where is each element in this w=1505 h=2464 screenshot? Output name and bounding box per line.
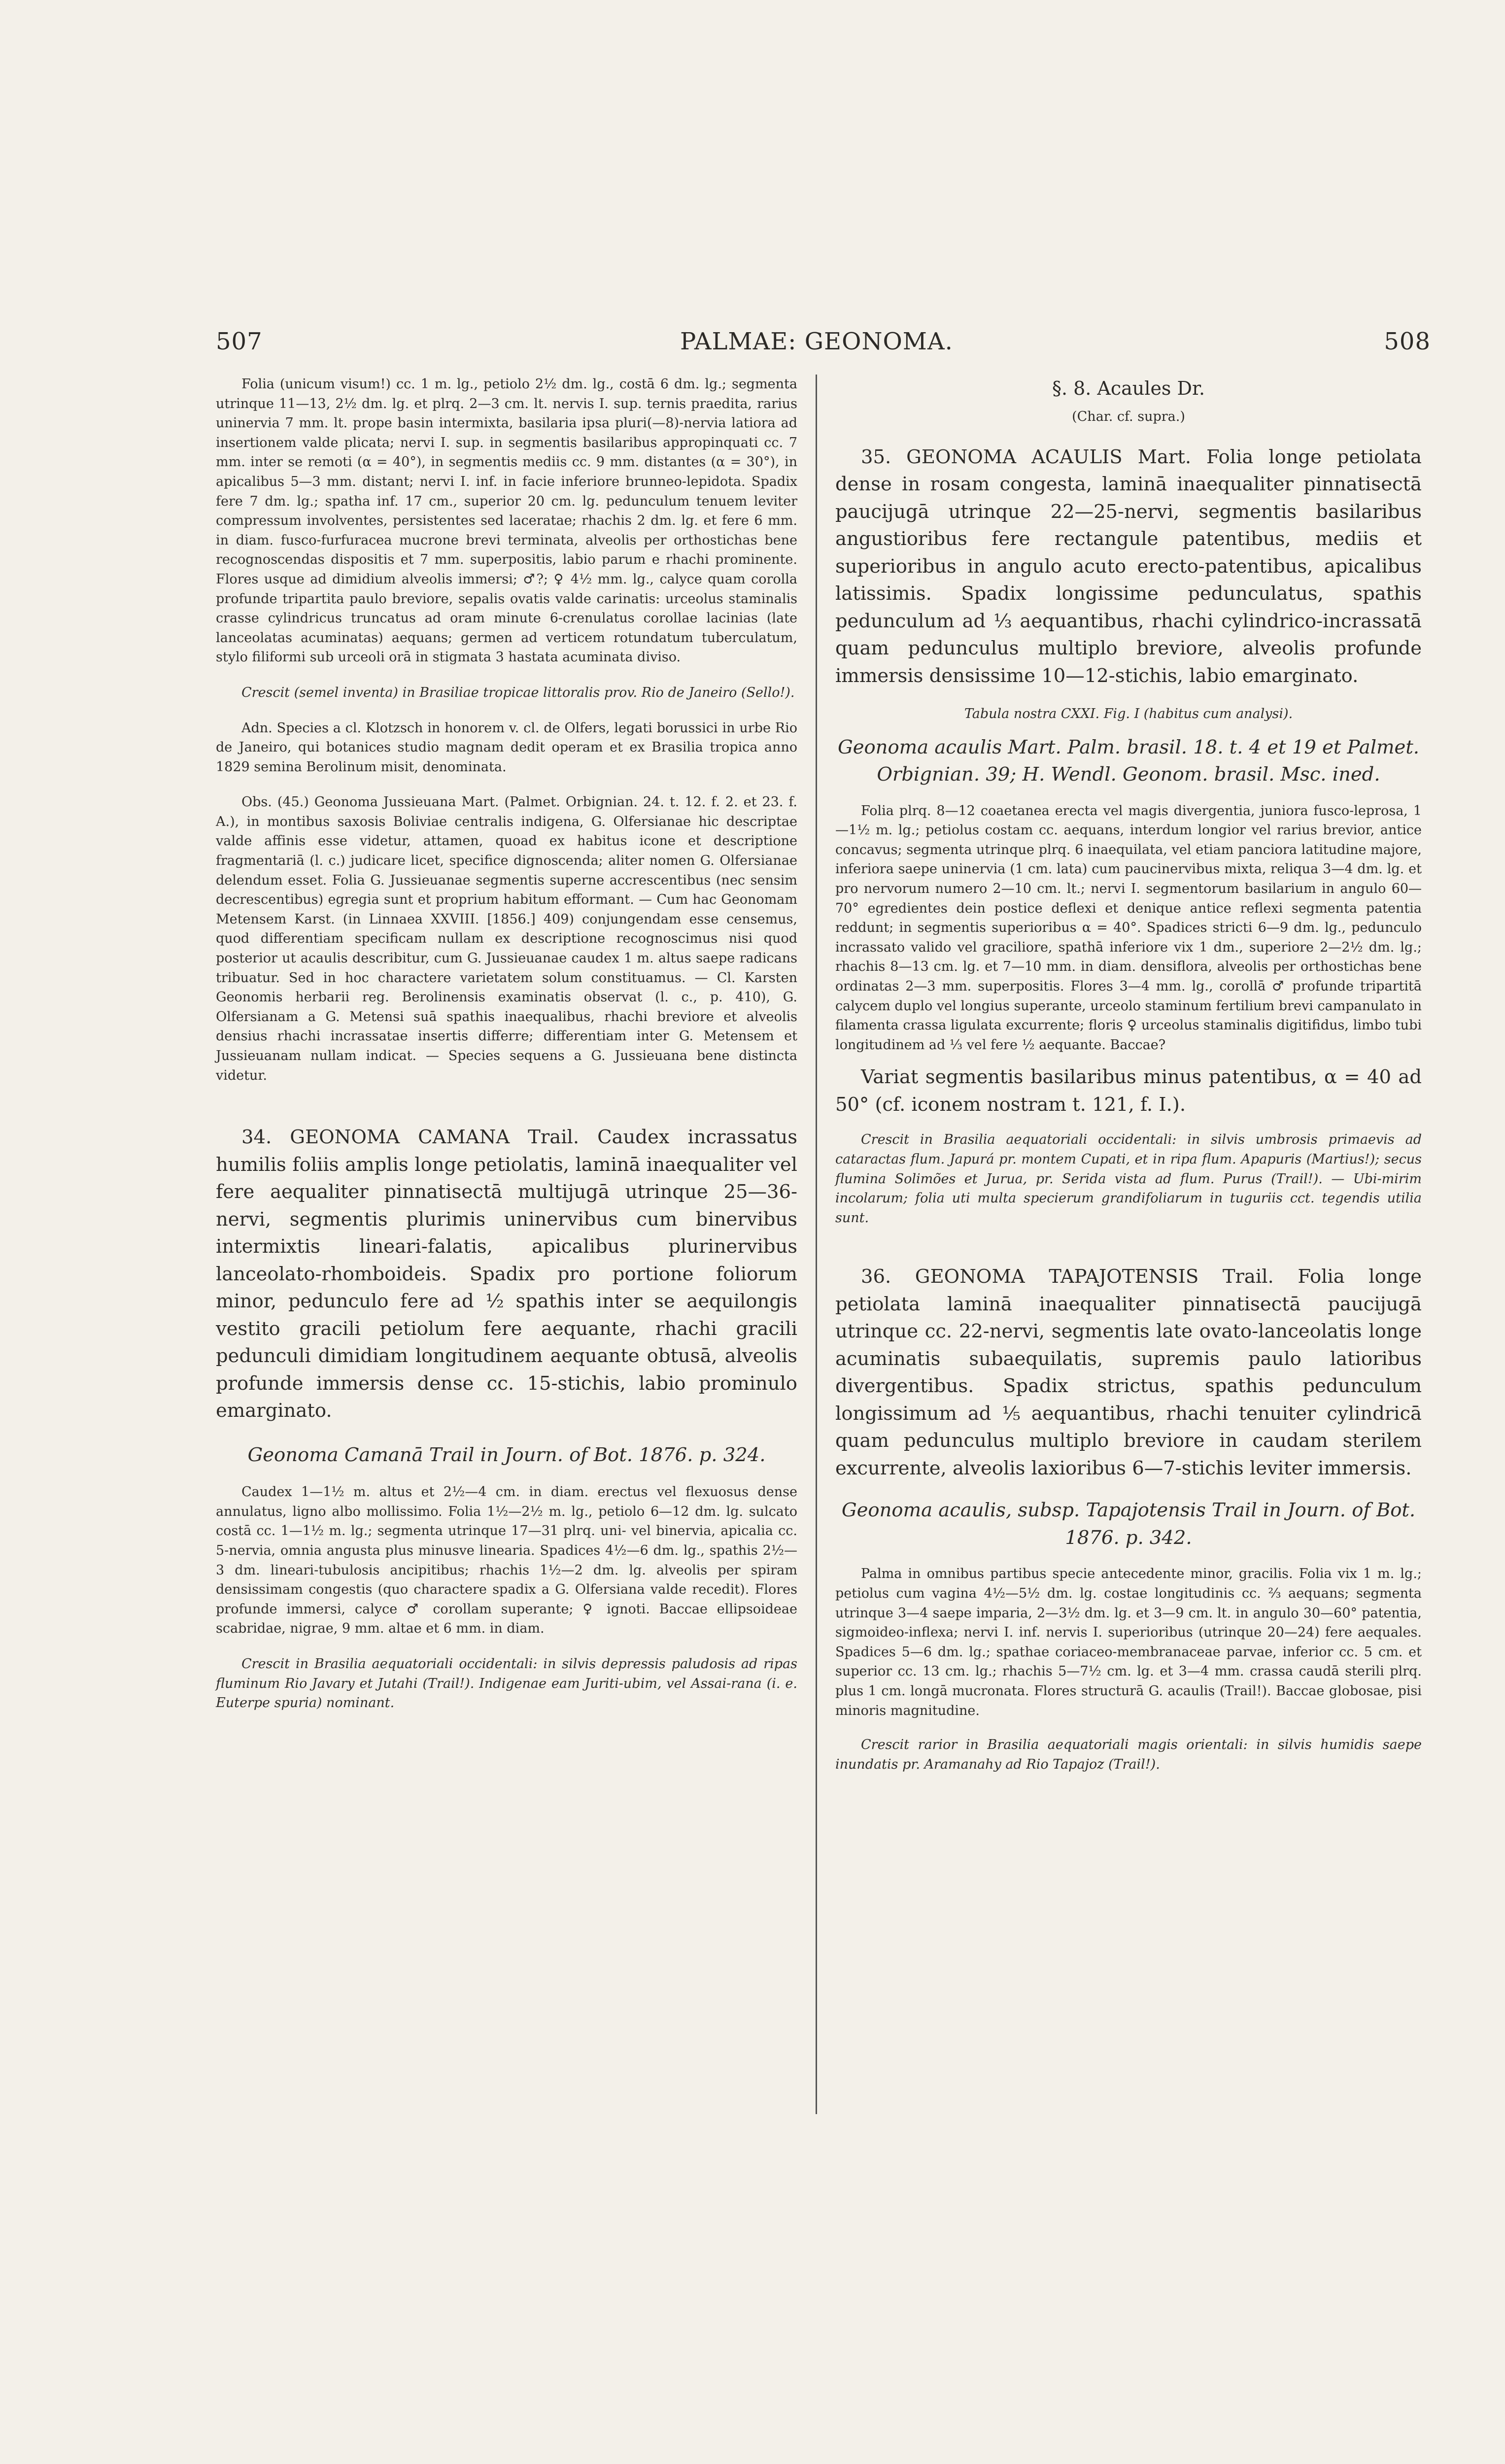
running-title: PALMAE: GEONOMA.	[680, 328, 953, 355]
folia-acaulis: Folia plrq. 8—12 coaetanea erecta vel magis divergentia, juniora fusco-leprosa, 1—1½ m. lg.; petiolus costam cc. aequans, interdum longior vel rarius brevior, antice concavus; segmenta utrinque plrq. 6 inaequilata, vel etiam panciora latitudine majore, inferiora saepe uninervia (1 cm. lata) cum paucinervibus mixta, reliqua 3—4 dm. lg. et pro nervorum numero 2—10 cm. lt.; nervi I. segmentorum basilarium in angulo 60—70° egredientes dein postice deflexi et denique antice reflexi segmenta patentia reddunt; in segmentis superioribus α = 40°. Spadices stricti 6—9 dm. lg., pedunculo incrassato valido vel graciliore, spathā inferiore vix 1 dm., superiore 2—2½ dm. lg.; rhachis 8—13 cm. lg. et 7—10 mm. in diam. densiflora, alveolis per orthostichas bene ordinatas 2—3 mm. superpositis. Flores 3—4 mm. lg., corollā ♂ profunde tripartitā calycem duplo vel longius superante, urceolo staminum fertilium brevi campanulato in filamenta crassa ligulata excurrente; floris ♀ urceolus staminalis digitifidus, limbo tubi longitudinem ad ⅓ vel fere ½ aequante. Baccae?	[835, 803, 1422, 1053]
citation-camana: Geonoma Camanā Trail in Journ. of Bot. 1876. p. 324.	[247, 1443, 766, 1466]
page-number-right: 508	[1384, 328, 1431, 355]
caudex-description: Caudex 1—1½ m. altus et 2½—4 cm. in diam. erectus vel flexuosus dense annulatus, ligno albo mollissimo. Folia 1½—2½ m. lg., petiolo 6—12 dm. lg. sulcato costā cc. 1—1½ m. lg.; segmenta utrinque 17—31 plrq. uni- vel binervia, apicalia cc. 5-nervia, omnia angusta plus minusve linearia. Spadices 4½—6 dm. lg., spathis 2½—3 dm. lineari-tubulosis ancipitibus; rhachis 1½—2 dm. lg. alveolis per spiram densissimam congestis (quo charactere spadix a G. Olfersiana valde recedit). Flores profunde immersi, calyce ♂ corollam superante; ♀ ignoti. Baccae ellipsoideae scabridae, nigrae, 9 mm. altae et 6 mm. in diam.	[216, 1484, 797, 1637]
adnotatio: Adn. Species a cl. Klotzsch in honorem v. cl. de Olfers, legati borussici in urbe Rio de Janeiro, qui botanices studio magnam dedit operam et ex Brasilia tropica anno 1829 semina Berolinum misit, denominata.	[216, 720, 797, 775]
column-divider	[816, 375, 817, 2114]
habitat-acaulis: Crescit in Brasilia aequatoriali occidentali: in silvis umbrosis primaevis ad cataractas flum. Japurá pr. montem Cupati, et in ripa flum. Apapuris (Martius!); secus flumina Solimões et Jurua, pr. Serida vista ad flum. Purus (Trail!). — Ubi-mirim incolarum; folia uti multa specierum grandifoliarum in tuguriis cct. tegendis utilia sunt.	[835, 1132, 1422, 1226]
page-header	[216, 328, 1431, 362]
species-35-acaulis: 35. GEONOMA ACAULIS Mart. Folia longe petiolata dense in rosam congesta, laminā inaequaliter pinnatisectā paucijugā utrinque 22—25-nervi, segmentis basilaribus angustioribus fere rectangule patentibus, mediis et superioribus in angulo acuto erecto-patentibus, apicalibus latissimis. Spadix longissime pedunculatus, spathis pedunculum ad ⅓ aequantibus, rhachi cylindrico-incrassatā quam pedunculus multiplo breviore, alveolis profunde immersis densissime 10—12-stichis, labio emarginato.	[835, 445, 1422, 687]
habitat-tapajotensis: Crescit rarior in Brasilia aequatoriali magis orientali: in silvis humidis saepe inundatis pr. Aramanahy ad Rio Tapajoz (Trail!).	[835, 1737, 1422, 1772]
right-column	[835, 375, 1422, 1774]
variat-note: Variat segmentis basilaribus minus patentibus, α = 40 ad 50° (cf. iconem nostram t. 121, f. I.).	[835, 1066, 1422, 1116]
tabula-reference: Tabula nostra CXXI. Fig. I (habitus cum analysi).	[964, 706, 1293, 722]
left-column	[216, 375, 797, 1713]
citation-acaulis: Geonoma acaulis Mart. Palm. brasil. 18. t. 4 et 19 et Palmet. Orbignian. 39; H. Wendl. Geonom. brasil. Msc. ined.	[837, 736, 1420, 786]
species-36-tapajotensis: 36. GEONOMA TAPAJOTENSIS Trail. Folia longe petiolata laminā inaequaliter pinnatisectā paucijugā utrinque cc. 22-nervi, segmentis late ovato-lanceolatis longe acuminatis subaequilatis, supremis paulo latioribus divergentibus. Spadix strictus, spathis pedunculum longissimum ad ⅕ aequantibus, rhachi tenuiter cylindricā quam pedunculus multiplo breviore in caudam sterilem excurrente, alveolis laxioribus 6—7-stichis leviter immersis.	[835, 1266, 1422, 1479]
citation-tapajotensis: Geonoma acaulis, subsp. Tapajotensis Trail in Journ. of Bot. 1876. p. 342.	[841, 1499, 1416, 1549]
observatio: Obs. (45.) Geonoma Jussieuana Mart. (Palmet. Orbignian. 24. t. 12. f. 2. et 23. f. A.), in montibus saxosis Boliviae centralis indigena, G. Olfersianae hic descriptae valde affinis esse videtur, attamen, quoad ex habitus icone et descriptione fragmentariā (l. c.) judicare licet, specifice dignoscenda; aliter nomen G. Olfersianae delendum esset. Folia G. Jussieuanae segmentis superne accrescentibus (nec sensim decrescentibus) egregia sunt et proprium habitum efformant. — Cum hac Geonomam Metensem Karst. (in Linnaea XXVIII. [1856.] 409) conjungendam esse censemus, quod differentiam specificam nullam ex descriptione recognoscimus nisi quod posterior ut acaulis describitur, cum G. Jussieuanae caudex 1 m. altus saepe radicans tribuatur. Sed in hoc charactere varietatem solum constituamus. — Cl. Karsten Geonomis herbarii reg. Berolinensis examinatis observat (l. c., p. 410), G. Olfersianam a G. Metensi suā spathis inaequalibus, rhachi breviore et alveolis densius rhachi incrassatae insertis differre; differentiam inter G. Metensem et Jussieuanam nullam indicat. — Species sequens a G. Jussieuana bene distincta videtur.	[216, 794, 797, 1083]
habitat-camana: Crescit in Brasilia aequatoriali occidentali: in silvis depressis paludosis ad ripas fluminum Rio Javary et Jutahi (Trail!). Indigenae eam Juriti-ubim, vel Assai-rana (i. e. Euterpe spuria) nominant.	[216, 1656, 797, 1711]
section-title: §. 8. Acaules Dr.	[1052, 377, 1205, 399]
habitat-olfersiana: Crescit (semel inventa) in Brasiliae tropicae littoralis prov. Rio de Janeiro (Sello!).	[241, 684, 795, 700]
species-34-camana: 34. GEONOMA CAMANA Trail. Caudex incrassatus humilis foliis amplis longe petiolatis, laminā inaequaliter vel fere aequaliter pinnatisectā multijugā utrinque 25—36-nervi, segmentis plurimis uninervibus cum binervibus intermixtis lineari-falatis, apicalibus plurinervibus lanceolato-rhomboideis. Spadix pro portione foliorum minor, pedunculo fere ad ½ spathis inter se aequilongis vestito gracili petiolum fere aequante, rhachi gracili pedunculi dimidiam longitudinem aequante obtusā, alveolis profunde immersis dense cc. 15-stichis, labio prominulo emarginato.	[216, 1126, 797, 1422]
folia-description: Folia (unicum visum!) cc. 1 m. lg., petiolo 2½ dm. lg., costā 6 dm. lg.; segmenta utrinque 11—13, 2½ dm. lg. et plrq. 2—3 cm. lt. nervis I. sup. ternis praedita, rarius uninervia 7 mm. lt. prope basin intermixta, basilaria ipsa pluri(—8)-nervia latiora ad insertionem valde plicata; nervi I. sup. in segmentis basilaribus appropinquati cc. 7 mm. inter se remoti (α = 40°), in segmentis mediis cc. 9 mm. distantes (α = 30°), in apicalibus 5—3 mm. distant; nervi I. inf. in facie inferiore brunneo-lepidota. Spadix fere 7 dm. lg.; spatha inf. 17 cm., superior 20 cm. lg. pedunculum tenuem leviter compressum involventes, persistentes sed laceratae; rhachis 2 dm. lg. et fere 6 mm. in diam. fusco-furfuracea mucrone brevi terminata, alveolis per orthostichas bene recognoscendas dispositis et 7 mm. superpositis, labio parum e rhachi prominente. Flores usque ad dimidium alveolis immersi; ♂?; ♀ 4½ mm. lg., calyce quam corolla profunde tripartita paulo breviore, sepalis ovatis valde carinatis: urceolus staminalis crasse cylindricus truncatus ad oram minute 6-crenulatus corollae lacinias (late lanceolatas acuminatas) aequans; germen ad verticem rotundatum tuberculatum, stylo filiformi sub urceoli orā in stigmata 3 hastata acuminata diviso.	[216, 376, 797, 665]
page-number-left: 507	[216, 328, 263, 355]
palma-description: Palma in omnibus partibus specie antecedente minor, gracilis. Folia vix 1 m. lg.; petiolus cum vagina 4½—5½ dm. lg. costae longitudinis cc. ⅔ aequans; segmenta utrinque 3—4 saepe imparia, 2—3½ dm. lg. et 3—9 cm. lt. in angulo 30—60° patentia, sigmoideo-inflexa; nervi I. inf. nervis I. superioribus (utrinque 20—24) fere aequales. Spadices 5—6 dm. lg.; spathae coriaceo-membranaceae parvae, inferior cc. 5 cm. et superior cc. 13 cm. lg.; rhachis 5—7½ cm. lg. et 3—4 mm. crassa caudā sterili plrq. plus 1 cm. longā mucronata. Flores structurā G. acaulis (Trail!). Baccae globosae, pisi minoris magnitudine.	[835, 1566, 1422, 1718]
section-subtitle: (Char. cf. supra.)	[1072, 409, 1185, 424]
